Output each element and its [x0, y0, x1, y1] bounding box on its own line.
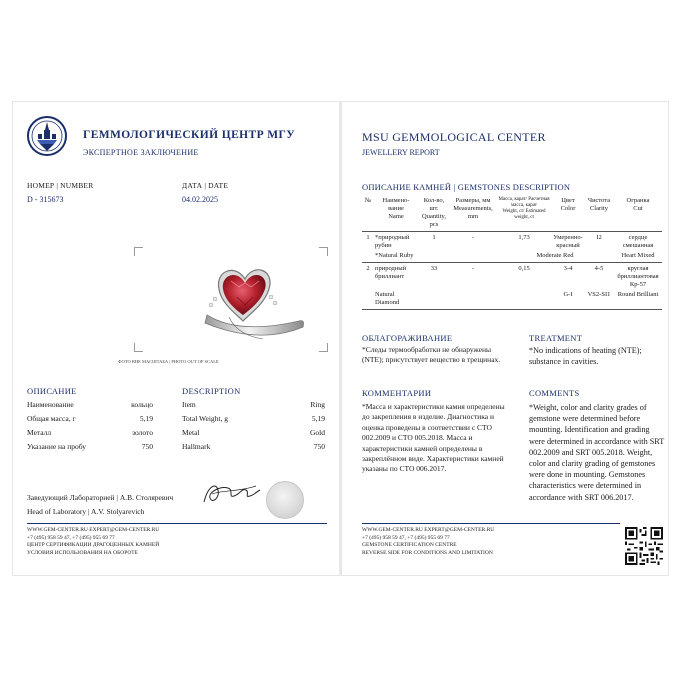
cell: I2 [596, 234, 602, 241]
cell: природный бриллиант [375, 265, 407, 280]
report-left-page [12, 101, 340, 576]
table-header-row [362, 196, 662, 232]
cell: Heart Mixed [614, 252, 662, 263]
cell [362, 291, 374, 310]
cell [418, 291, 450, 310]
footer-contacts [27, 527, 159, 557]
center-title-en: MSU GEMMOLOGICAL CENTER [362, 130, 546, 144]
cell: *природный рубин [375, 234, 410, 249]
report-right-page [341, 101, 669, 576]
photo-corner [134, 343, 143, 352]
col-name [374, 196, 418, 232]
cell: 1 [366, 234, 370, 241]
item-photo [134, 247, 328, 352]
col-cut [614, 196, 662, 232]
footer-line: GEMSTONE CERTIFICATION CENTRE [362, 542, 457, 549]
col-qty [418, 196, 450, 232]
desc-ru-label: Указание на пробу [27, 442, 87, 451]
desc-en-value: 750 [313, 442, 325, 451]
cell: G-I [552, 291, 584, 310]
description-ru-heading: ОПИСАНИЕ [27, 386, 77, 396]
footer-line: +7 (495) 958 59 47, +7 (495) 955 69 77 [362, 534, 450, 541]
footer-line: WWW.GEM-CENTER.RU EXPERT@GEM-CENTER.RU [362, 527, 495, 533]
cell: Natural Diamond [374, 291, 418, 310]
cell: *Natural Ruby [374, 252, 418, 263]
footer-line: REVERSE SIDE FOR CONDITIONS AND LIMITATION [362, 549, 493, 556]
cell: - [471, 234, 475, 241]
desc-en-value: Gold [310, 428, 325, 437]
photo-caption: ФОТО ВНЕ МАСШТАБА | PHOTO OUT OF SCALE [118, 359, 219, 364]
cell: Moderate Red [496, 252, 614, 263]
cell: 2 [366, 265, 370, 272]
cell: 4-5 [594, 265, 604, 272]
gems-table [362, 196, 662, 310]
col-no [362, 196, 374, 232]
col-size [450, 196, 496, 232]
cell: сердце смешанная [622, 234, 654, 249]
col-color [552, 196, 584, 232]
desc-en-label: Hallmark [182, 442, 211, 451]
report-type-ru: ЭКСПЕРТНОЕ ЗАКЛЮЧЕНИЕ [83, 148, 199, 157]
cell: Умеренно-красный [553, 234, 583, 249]
comments-en-text: *Weight, color and clarity grades of gemstone were determined before mounting. Identification and grading were determined in accordance with SRT 002.2009 and SRT 005.2018. Weight, color and clarity grading of gemstones were done in mounting. Gemstones characteristics were determined in accordance with SRT 006.2017. [529, 403, 665, 502]
table-row [362, 252, 662, 263]
header-text: Weight, ct/ Estimated weight, ct [502, 209, 546, 220]
footer-line: WWW.GEM-CENTER.RU EXPERT@GEM-CENTER.RU [27, 527, 160, 533]
msu-logo-icon [27, 116, 67, 156]
ruby-ring-image [179, 257, 319, 347]
footer-divider [362, 523, 620, 524]
signer-en: Head of Laboratory | A.V. Stolyarevich [27, 507, 145, 516]
desc-ru-value: 5,19 [139, 414, 153, 423]
signer-ru: Заведующий Лабораторией | А.В. Столяревич [27, 493, 174, 502]
footer-contacts [362, 527, 494, 557]
cell [362, 252, 374, 263]
cell: круглая бриллиантовая Кр-57 [617, 265, 659, 288]
cell: 3-4 [563, 265, 573, 272]
header-text: Measurements, mm [453, 205, 493, 220]
seal-stamp [266, 481, 304, 519]
header-text: Cut [633, 205, 643, 212]
qr-code-icon [625, 527, 663, 565]
cell [496, 291, 552, 310]
header-text: Name [388, 213, 404, 220]
photo-corner [134, 247, 143, 256]
desc-ru-label: Металл [27, 428, 52, 437]
center-title-ru: ГЕММОЛОГИЧЕСКИЙ ЦЕНТР МГУ [83, 129, 296, 141]
cell: 1 [432, 234, 436, 241]
desc-ru-value: 750 [141, 442, 153, 451]
footer-line: ЦЕНТР СЕРТИФИКАЦИИ ДРАГОЦЕННЫХ КАМНЕЙ [27, 542, 160, 549]
desc-ru-value: золото [132, 428, 153, 437]
cell [418, 252, 450, 263]
footer-line: УСЛОВИЯ ИСПОЛЬЗОВАНИЯ НА ОБОРОТЕ [27, 549, 139, 556]
header-text: Размеры, мм [455, 197, 491, 204]
comments-en-heading: COMMENTS [529, 388, 580, 398]
desc-en-value: 5,19 [311, 414, 325, 423]
header-text: Color [560, 205, 576, 212]
comments-ru-heading: КОММЕНТАРИИ [362, 388, 432, 398]
treatment-en-heading: TREATMENT [529, 333, 583, 343]
col-weight [496, 196, 552, 232]
header-text: Масса, карат/ Расчетная масса, карат [498, 197, 550, 208]
header-text: Quantity, pcs [422, 213, 446, 228]
desc-en-label: Item [182, 400, 196, 409]
desc-en-label: Metal [182, 428, 200, 437]
cell: 33 [430, 265, 438, 272]
treatment-ru-text: *Следы термообработки не обнаружены (NTE); присутствует вещество в трещинах. [362, 345, 501, 365]
cell: 0,15 [518, 265, 530, 272]
treatment-ru-heading: ОБЛАГОРАЖИВАНИЕ [362, 333, 453, 343]
report-type-en: JEWELLERY REPORT [362, 148, 440, 157]
header-text: Clarity [589, 205, 609, 212]
comments-ru-text: *Масса и характеристики камня определены до закрепления в изделие. Диагностика и оценка проведены в соответствии с СТО 002.2009 и СТО 005.2018. Масса и характеристики камней определены в закреплённом виде. Характеристики камней указаны по СТО 006.2017. [362, 402, 505, 474]
desc-ru-value: кольцо [131, 400, 153, 409]
table-row [362, 291, 662, 310]
signature-image [198, 478, 262, 508]
header-text: № [364, 197, 372, 204]
cell: Round Brilliant [614, 291, 662, 310]
desc-en-value: Ring [310, 400, 325, 409]
cell: VS2-SI1 [584, 291, 614, 310]
col-clarity [584, 196, 614, 232]
footer-divider [27, 523, 327, 524]
header-text: Кол-во, шт. [423, 197, 445, 212]
cell [450, 252, 496, 263]
header-text: Цвет [561, 197, 575, 204]
photo-corner [319, 343, 328, 352]
description-en-heading: DESCRIPTION [182, 386, 241, 396]
header-text: Чистота [587, 197, 611, 204]
table-row [362, 232, 662, 253]
photo-corner [319, 247, 328, 256]
number-label: НОМЕР | NUMBER [27, 181, 94, 190]
desc-ru-label: Общая масса, г [27, 414, 76, 423]
footer-line: +7 (495) 958 59 47, +7 (495) 955 69 77 [27, 534, 115, 541]
desc-en-label: Total Weight, g [182, 414, 229, 423]
date-label: ДАТА | DATE [182, 181, 229, 190]
cell [450, 291, 496, 310]
cell: - [471, 265, 475, 272]
treatment-en-text: *No indications of heating (NTE); substance in cavities. [529, 346, 642, 367]
cell: 1,73 [518, 234, 530, 241]
gems-heading: ОПИСАНИЕ КАМНЕЙ | GEMSTONES DESCRIPTION [362, 182, 571, 192]
date-value: 04.02.2025 [182, 195, 218, 204]
desc-ru-label: Наименование [27, 400, 74, 409]
number-value: D - 315673 [27, 195, 64, 204]
header-text: Огранка [626, 197, 650, 204]
table-row [362, 263, 662, 292]
header-text: Наимено-вание [382, 197, 410, 212]
